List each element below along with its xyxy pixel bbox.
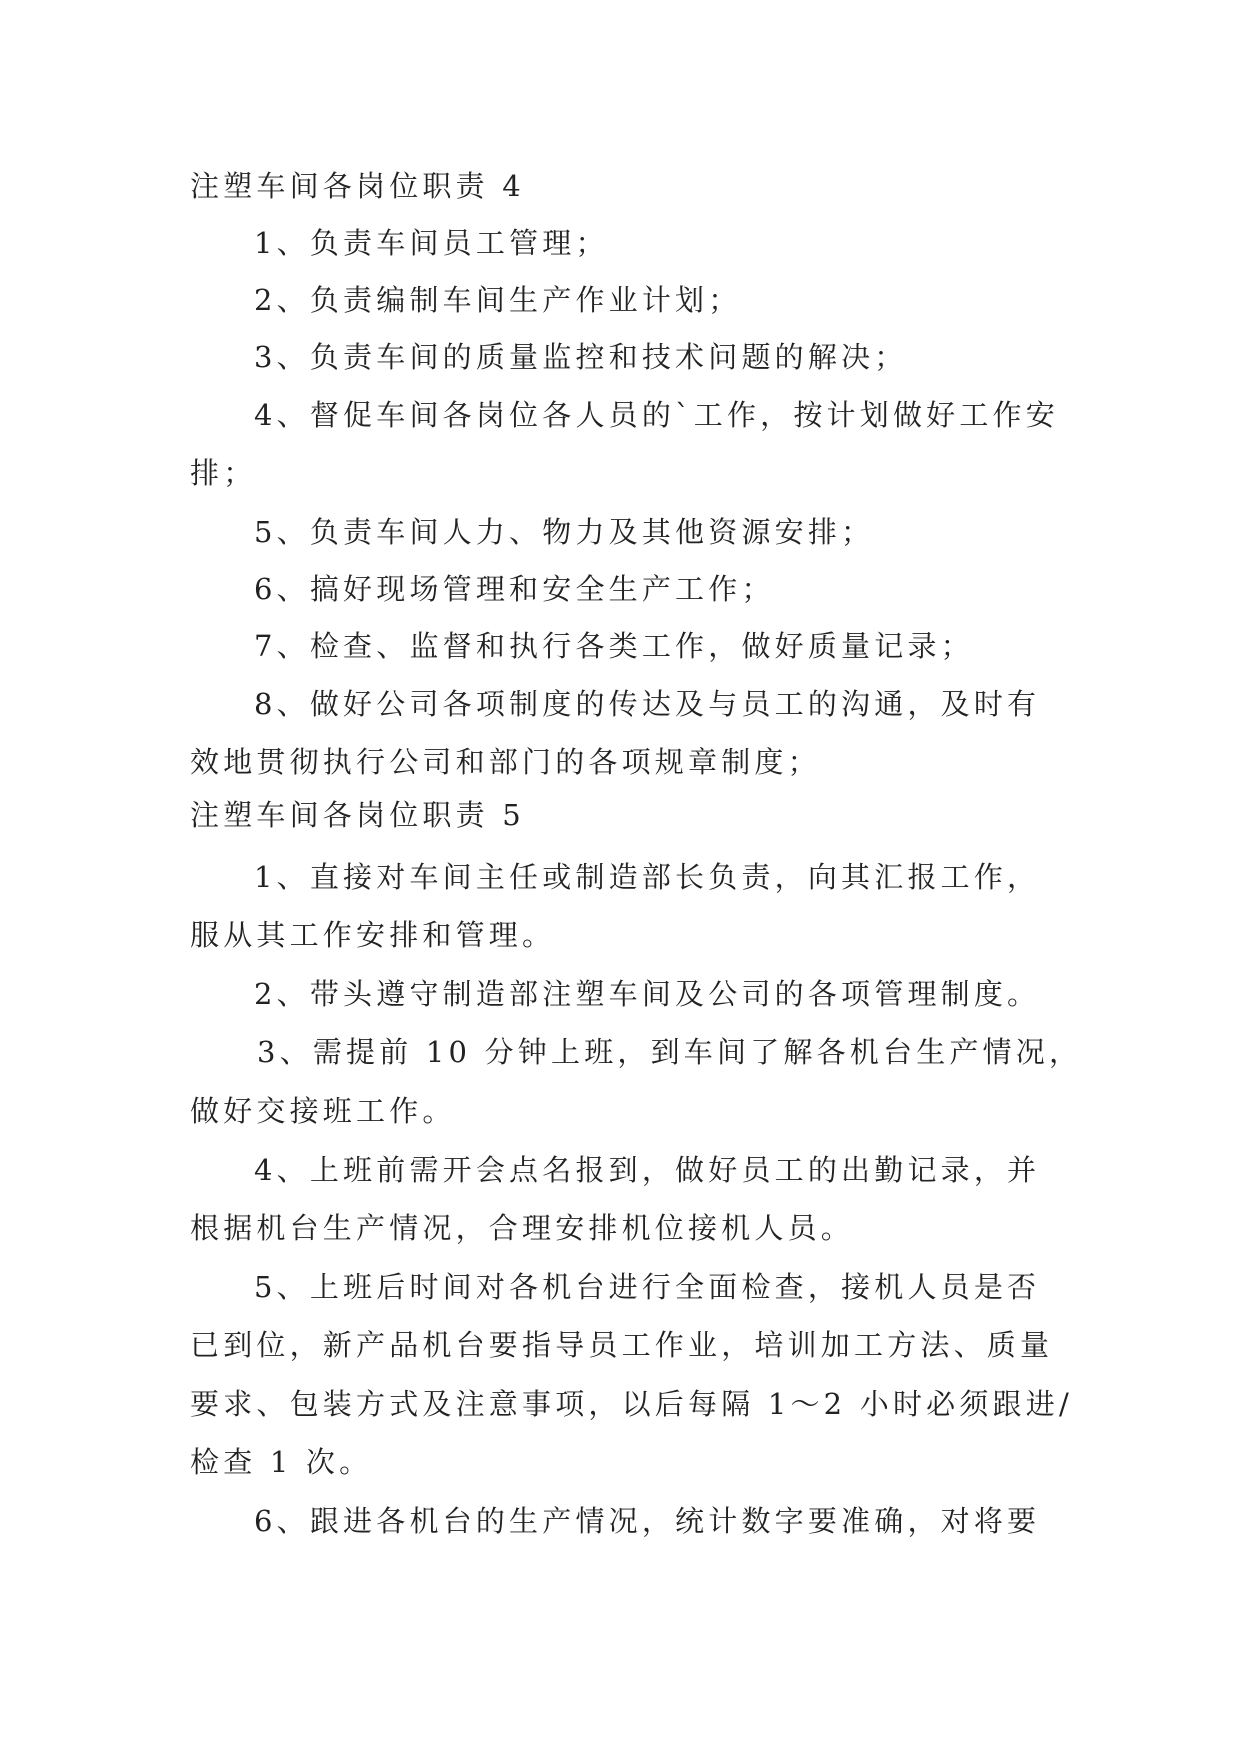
duty-item: 7、检查、监督和执行各类工作，做好质量记录； xyxy=(254,629,974,663)
duty-item-continuation: 要求、包装方式及注意事项，以后每隔 1～2 小时必须跟进/ xyxy=(190,1387,1073,1421)
duty-item-continuation: 做好交接班工作。 xyxy=(190,1094,456,1128)
duty-item-continuation: 检查 1 次。 xyxy=(190,1445,373,1479)
duty-item-continuation: 效地贯彻执行公司和部门的各项规章制度； xyxy=(190,745,821,779)
duty-item-continuation: 根据机台生产情况，合理安排机位接机人员。 xyxy=(190,1211,855,1245)
duty-item: 6、搞好现场管理和安全生产工作； xyxy=(254,572,775,606)
duty-item: 8、做好公司各项制度的传达及与员工的沟通，及时有 xyxy=(254,687,1041,721)
duty-item: 1、直接对车间主任或制造部长负责，向其汇报工作， xyxy=(254,860,1041,894)
duty-item: 6、跟进各机台的生产情况，统计数字要准确，对将要 xyxy=(254,1504,1041,1538)
duty-item: 1、负责车间员工管理； xyxy=(254,226,609,260)
duty-item: 3、负责车间的质量监控和技术问题的解决； xyxy=(254,340,908,374)
duty-item: 2、负责编制车间生产作业计划； xyxy=(254,283,742,317)
duty-item: 2、带头遵守制造部注塑车间及公司的各项管理制度。 xyxy=(254,977,1041,1011)
section-heading: 注塑车间各岗位职责 4 xyxy=(190,169,525,203)
duty-item: 3、需提前 10 分钟上班，到车间了解各机台生产情况， xyxy=(257,1035,1083,1069)
duty-item-continuation: 已到位，新产品机台要指导员工作业，培训加工方法、质量 xyxy=(190,1328,1054,1362)
duty-item: 5、上班后时间对各机台进行全面检查，接机人员是否 xyxy=(254,1270,1041,1304)
duty-item: 4、上班前需开会点名报到，做好员工的出勤记录，并 xyxy=(254,1153,1041,1187)
duty-item: 4、督促车间各岗位各人员的`工作，按计划做好工作安 xyxy=(254,398,1059,432)
section-heading: 注塑车间各岗位职责 5 xyxy=(190,798,525,832)
duty-item-continuation: 服从其工作安排和管理。 xyxy=(190,918,556,952)
duty-item-continuation: 排； xyxy=(190,456,257,490)
duty-item: 5、负责车间人力、物力及其他资源安排； xyxy=(254,515,875,549)
